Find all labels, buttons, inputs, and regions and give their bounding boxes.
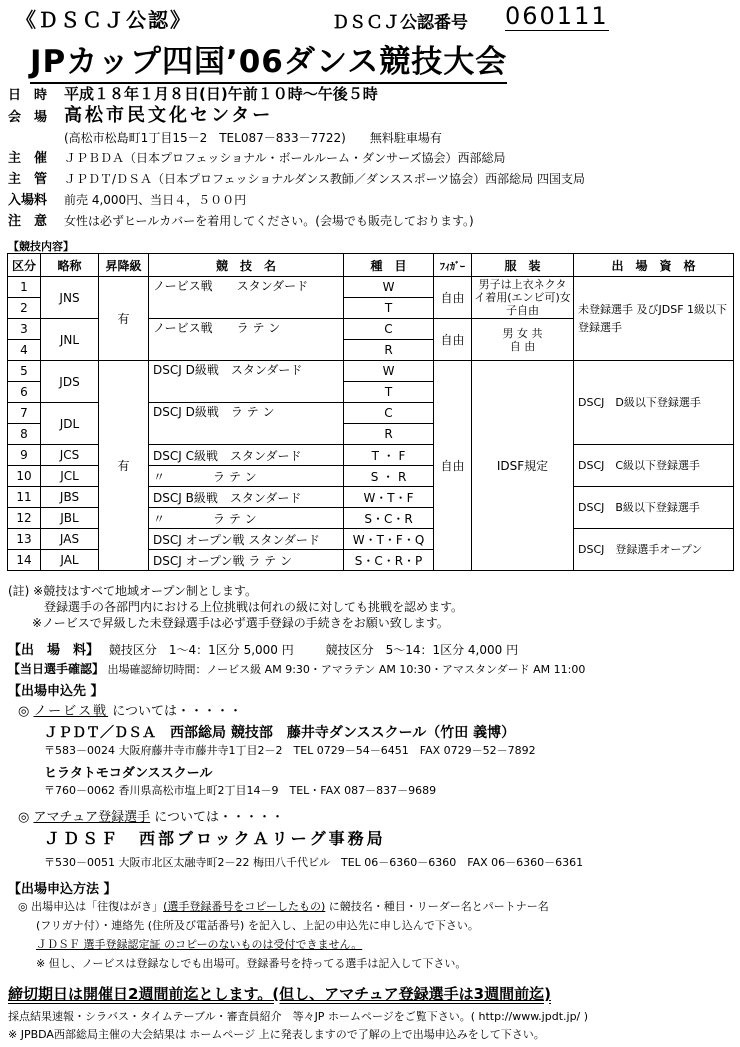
fee-a: 競技区分 1～4：1区分 5,000 円	[108, 643, 294, 657]
method-l1a: 出場申込は「往復はがき」	[31, 900, 164, 913]
cell-event: DSCJ D級戦 ラ テ ン	[149, 403, 344, 445]
cell-dance: C	[344, 319, 434, 340]
cell-qualification: 未登録選手 及びJDSF 1級以下 登録選手	[574, 277, 734, 361]
cell-abbr: JBL	[41, 508, 99, 529]
apply-label: 【出場申込先 】	[8, 684, 104, 699]
novice-org: ＪＰＤＴ／ＤＳＡ 西部総局 競技部 藤井寺ダンススクール（竹田 義博）	[44, 725, 516, 741]
info-value: 前売 4,000円、当日４，５００円	[64, 193, 247, 207]
table-header: 区分	[8, 254, 41, 277]
cell-qualification: DSCJ 登録選手オープン	[574, 529, 734, 571]
deadline: 締切期日は開催日2週間前迄とします。(但し、アマチュア登録選手は3週間前迄)	[8, 985, 551, 1003]
novice-heading	[18, 700, 242, 719]
table-header: 競 技 名	[149, 254, 344, 277]
cell-qualification: DSCJ B級以下登録選手	[574, 487, 734, 529]
method-text	[18, 897, 549, 973]
info-label: 主 管	[8, 172, 48, 187]
bullet-icon: ◎	[18, 900, 28, 913]
cell-no: 8	[8, 424, 41, 445]
cell-no: 9	[8, 445, 41, 466]
table-header: ﾌｨｶﾞｰ	[434, 254, 472, 277]
cell-dance: T	[344, 298, 434, 319]
cell-event: DSCJ D級戦 スタンダード	[149, 361, 344, 403]
cell-event: 〃 ラ テ ン	[149, 466, 344, 487]
cell-figure: 自由	[434, 277, 472, 319]
checkin-label: 【当日選手確認】	[8, 662, 105, 676]
info-label: 会 場	[8, 110, 48, 125]
amateur-head: アマチュア登録選手	[33, 810, 151, 825]
cell-abbr: JNS	[41, 277, 99, 319]
dress-line: 自 由	[509, 339, 536, 353]
cell-abbr: JDL	[41, 403, 99, 445]
method-l1b: (選手登録番号をコピーしたもの)	[163, 900, 326, 913]
competition-table	[7, 253, 739, 571]
table-header: 種 目	[344, 254, 434, 277]
info-value: (高松市松島町1丁目15－2 TEL087－833－7722) 無料駐車場有	[64, 131, 442, 145]
page-title: JPカップ四国’06ダンス競技大会	[30, 36, 507, 84]
table-row	[8, 277, 734, 298]
dress-line: 男 女 共	[502, 326, 543, 340]
hirata-school: ヒラタトモコダンススクール	[44, 766, 213, 781]
cell-no: 13	[8, 529, 41, 550]
info-notice	[8, 211, 585, 232]
table-header: 服 装	[472, 254, 574, 277]
cell-no: 12	[8, 508, 41, 529]
info-label: 主 催	[8, 151, 48, 166]
info-admission	[8, 190, 585, 211]
cell-abbr: JAS	[41, 529, 99, 550]
cell-no: 7	[8, 403, 41, 424]
amateur-org: ＪＤＳＦ 西部ブロックＡリーグ事務局	[44, 829, 386, 848]
cell-event: DSCJ B級戦 スタンダード	[149, 487, 344, 508]
cell-dance: C	[344, 403, 434, 424]
method-line: ＪＤＳＦ 選手登録認定証 のコピーのないものは受付できません。	[36, 938, 363, 951]
cert-title: 《ＤＳＣＪ公認》	[16, 8, 192, 32]
cell-event: DSCJ C級戦 スタンダード	[149, 445, 344, 466]
cell-promo: 有	[99, 361, 149, 571]
cell-event: ノービス戦 スタンダード	[149, 277, 344, 319]
table-row	[8, 361, 734, 382]
method-label: 【出場申込方法 】	[8, 882, 117, 897]
novice-tail: については・・・・・	[112, 704, 242, 719]
cell-dance: R	[344, 424, 434, 445]
novice-head: ノービス戦	[33, 704, 109, 719]
cell-dance: W	[344, 361, 434, 382]
table-header: 出 場 資 格	[574, 254, 734, 277]
cell-abbr: JAL	[41, 550, 99, 571]
info-value: ＪＰＤＴ/ＤＳＡ（日本プロフェッショナルダンス教師／ダンススポーツ協会）西部総局 四国支局	[64, 172, 585, 186]
checkin-text: 出場確認締切時間：ノービス級 AM 9:30・アマラテン AM 10:30・アマスタンダード AM 11:00	[107, 663, 586, 676]
cell-dance: T	[344, 382, 434, 403]
cell-dress	[472, 319, 574, 361]
amateur-tail: については・・・・・	[154, 810, 284, 825]
amateur-heading	[18, 806, 284, 825]
cell-abbr: JNL	[41, 319, 99, 361]
method-line	[18, 897, 549, 916]
cell-no: 14	[8, 550, 41, 571]
info-label: 入場料	[8, 193, 48, 208]
cert-number-label: ＤＳＣＪ公認番号	[332, 13, 468, 33]
cell-no: 1	[8, 277, 41, 298]
info-label: 注 意	[8, 214, 48, 229]
cert-number: 060111	[505, 2, 609, 30]
cell-dress: 男子は上衣ネクタイ着用(エンビ可)女子自由	[472, 277, 574, 319]
cell-dance: W	[344, 277, 434, 298]
cell-dance: T ・ F	[344, 445, 434, 466]
note-line: (註) ※競技はすべて地域オープン制とします。	[8, 584, 257, 598]
cell-no: 2	[8, 298, 41, 319]
cell-dance: W・T・F	[344, 487, 434, 508]
cell-no: 10	[8, 466, 41, 487]
cell-event: DSCJ オープン戦 スタンダード	[149, 529, 344, 550]
method-l1c: に競技名・種目・リーダー名とパートナー名	[325, 900, 549, 913]
info-venue	[8, 106, 585, 128]
cell-figure: 自由	[434, 319, 472, 361]
info-manager	[8, 169, 585, 190]
cell-abbr: JCS	[41, 445, 99, 466]
fee-line	[8, 639, 518, 658]
hirata-address: 〒760－0062 香川県高松市塩上町2丁目14－9 TEL・FAX 087－837－9689	[44, 784, 437, 797]
method-line: ※ 但し、ノービスは登録なしでも出場可。登録番号を持ってる選手は記入して下さい。	[36, 957, 467, 970]
event-info	[8, 84, 585, 232]
cell-qualification: DSCJ C級以下登録選手	[574, 445, 734, 487]
footer-line-1: 採点結果速報・シラバス・タイムテーブル・審査員紹介 等々JP ホームページをご覧下さい。( http://www.jpdt.jp/ )	[8, 1010, 589, 1023]
bullet-icon: ◎	[18, 810, 30, 825]
cell-dance: W・T・F・Q	[344, 529, 434, 550]
cell-qualification: DSCJ D級以下登録選手	[574, 361, 734, 445]
amateur-address: 〒530－0051 大阪市北区太融寺町2－22 梅田八千代ビル TEL 06－6360－6360 FAX 06－6360－6361	[44, 856, 584, 869]
cell-dance: S ・ R	[344, 466, 434, 487]
cell-no: 5	[8, 361, 41, 382]
fee-label: 【出 場 料】	[8, 643, 100, 658]
info-value: 女性は必ずヒールカバーを着用してください。(会場でも販売しております。)	[64, 214, 474, 228]
table-header-row	[8, 254, 734, 277]
cell-no: 6	[8, 382, 41, 403]
table-header: 昇降級	[99, 254, 149, 277]
method-line: (フリガナ付）・連絡先 (住所及び電話番号) を記入し、上記の申込先に申し込んで下さい。	[36, 919, 479, 932]
info-label: 日 時	[8, 88, 48, 103]
table-caption: 【競技内容】	[8, 240, 74, 253]
cell-abbr: JDS	[41, 361, 99, 403]
cell-no: 3	[8, 319, 41, 340]
info-organizer	[8, 148, 585, 169]
cell-dance: S・C・R・P	[344, 550, 434, 571]
novice-address: 〒583－0024 大阪府藤井寺市藤井寺1丁目2－2 TEL 0729－54－6451 FAX 0729－52－7892	[44, 744, 536, 757]
cell-figure: 自由	[434, 361, 472, 571]
info-date	[8, 84, 585, 106]
note-line: 登録選手の各部門内における上位挑戦は何れの級に対しても挑戦を認めます。	[8, 600, 464, 614]
checkin-line	[8, 660, 585, 677]
cell-no: 11	[8, 487, 41, 508]
cell-abbr: JCL	[41, 466, 99, 487]
info-value: 平成１８年１月８日(日)午前１０時～午後５時	[64, 85, 378, 103]
info-value: ＪＰＢＤＡ（日本プロフェッショナル・ボールルーム・ダンサーズ協会）西部総局	[64, 151, 506, 165]
cell-dance: R	[344, 340, 434, 361]
bullet-icon: ◎	[18, 704, 30, 719]
table-header: 略称	[41, 254, 99, 277]
cell-event: ノービス戦 ラ テ ン	[149, 319, 344, 361]
cell-event: DSCJ オープン戦 ラ テ ン	[149, 550, 344, 571]
note-line: ※ノービスで昇級した未登録選手は必ず選手登録の手続きをお願い致します。	[8, 616, 449, 630]
cell-dance: S・C・R	[344, 508, 434, 529]
notes	[8, 583, 463, 631]
cell-event: 〃 ラ テ ン	[149, 508, 344, 529]
info-address	[8, 128, 585, 148]
cell-promo: 有	[99, 277, 149, 361]
cell-no: 4	[8, 340, 41, 361]
cell-dress: IDSF規定	[472, 361, 574, 571]
cell-abbr: JBS	[41, 487, 99, 508]
info-value: 高松市民文化センター	[64, 105, 274, 126]
fee-b: 競技区分 5～14：1区分 4,000 円	[325, 643, 519, 657]
footer-line-2: ※ JPBDA西部総局主催の大会結果は ホームページ 上に発表しますので了解の上で出場申込みをして下さい。	[8, 1028, 545, 1041]
